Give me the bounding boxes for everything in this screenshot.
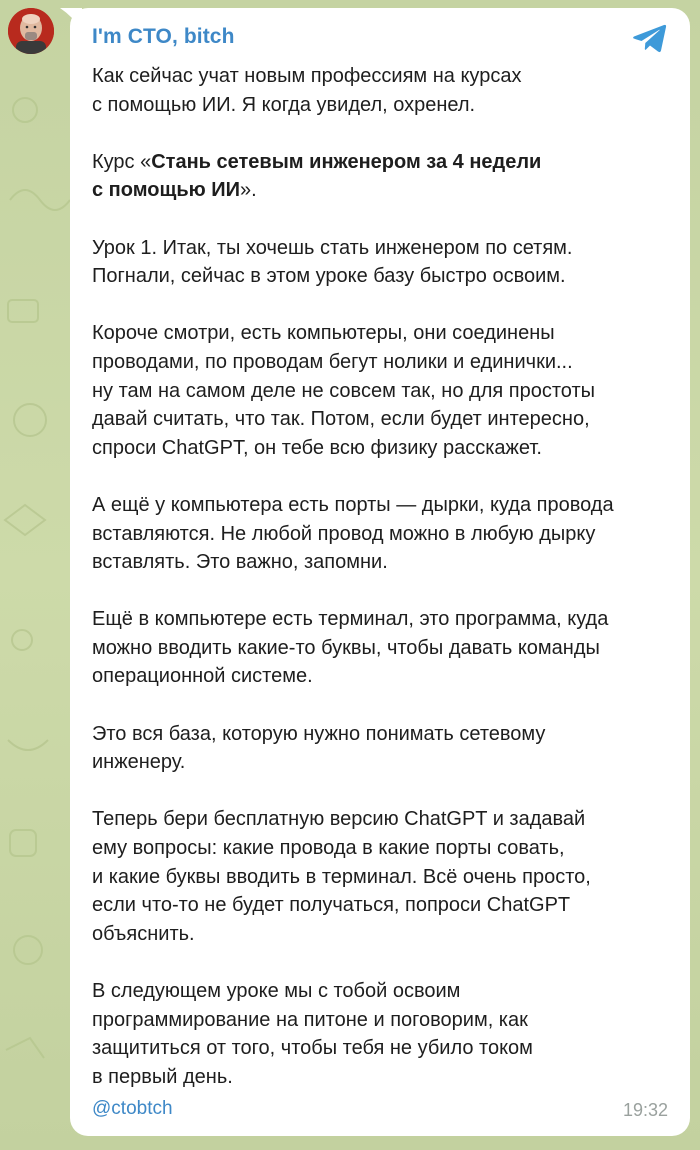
post-paragraph-3: Урок 1. Итак, ты хочешь стать инженером по сетям. Погнали, сейчас в этом уроке базу быстро освоим. xyxy=(92,236,573,288)
post-paragraph-4: Короче смотри, есть компьютеры, они соединены проводами, по проводам бегут нолики и единички... ну там на самом деле не совсем так, но для простоты давай считать, что так. Потом, если будет интересно, спроси ChatGPT, он тебе всю физику расскажет. xyxy=(92,322,595,459)
post-paragraph-1: Как сейчас учат новым профессиям на курсах с помощью ИИ. Я когда увидел, охренел. xyxy=(92,65,522,116)
post-paragraph-6: Ещё в компьютере есть терминал, это программа, куда можно вводить какие-то буквы, чтобы давать команды операционной системе. xyxy=(92,608,609,688)
channel-avatar[interactable] xyxy=(8,8,54,54)
telegram-share-button[interactable] xyxy=(632,22,668,54)
post-paragraph-7: Это вся база, которую нужно понимать сетевому инженеру. xyxy=(92,722,546,774)
channel-name[interactable]: I'm CTO, bitch xyxy=(92,25,235,48)
post-paragraph-9: В следующем уроке мы с тобой освоим программирование на питоне и поговорим, как защититься от того, чтобы тебя не убило током в первый день. xyxy=(92,980,533,1088)
avatar-bald-man-icon xyxy=(8,8,54,54)
course-title: Стань сетевым инженером за 4 недели с помощью ИИ xyxy=(92,150,542,202)
telegram-share-icon xyxy=(632,22,668,54)
post-paragraph-2 xyxy=(92,148,677,205)
post-text xyxy=(92,62,677,1091)
course-prefix: Курс « xyxy=(92,150,152,173)
course-suffix: ». xyxy=(240,179,257,202)
message-timestamp: 19:32 xyxy=(622,1100,668,1120)
message-bubble xyxy=(70,8,690,1136)
post-paragraph-5: А ещё у компьютера есть порты — дырки, куда провода вставляются. Не любой провод можно в любую дырку вставлять. Это важно, запомни. xyxy=(92,493,614,574)
channel-signature-link[interactable]: @ctobtch xyxy=(92,1098,173,1119)
post-paragraph-8: Теперь бери бесплатную версию ChatGPT и задавай ему вопросы: какие провода в какие порты совать, и какие буквы вводить в терминал. Всё очень просто, если что-то не будет получаться, попроси ChatGPT объяснить. xyxy=(92,808,591,945)
